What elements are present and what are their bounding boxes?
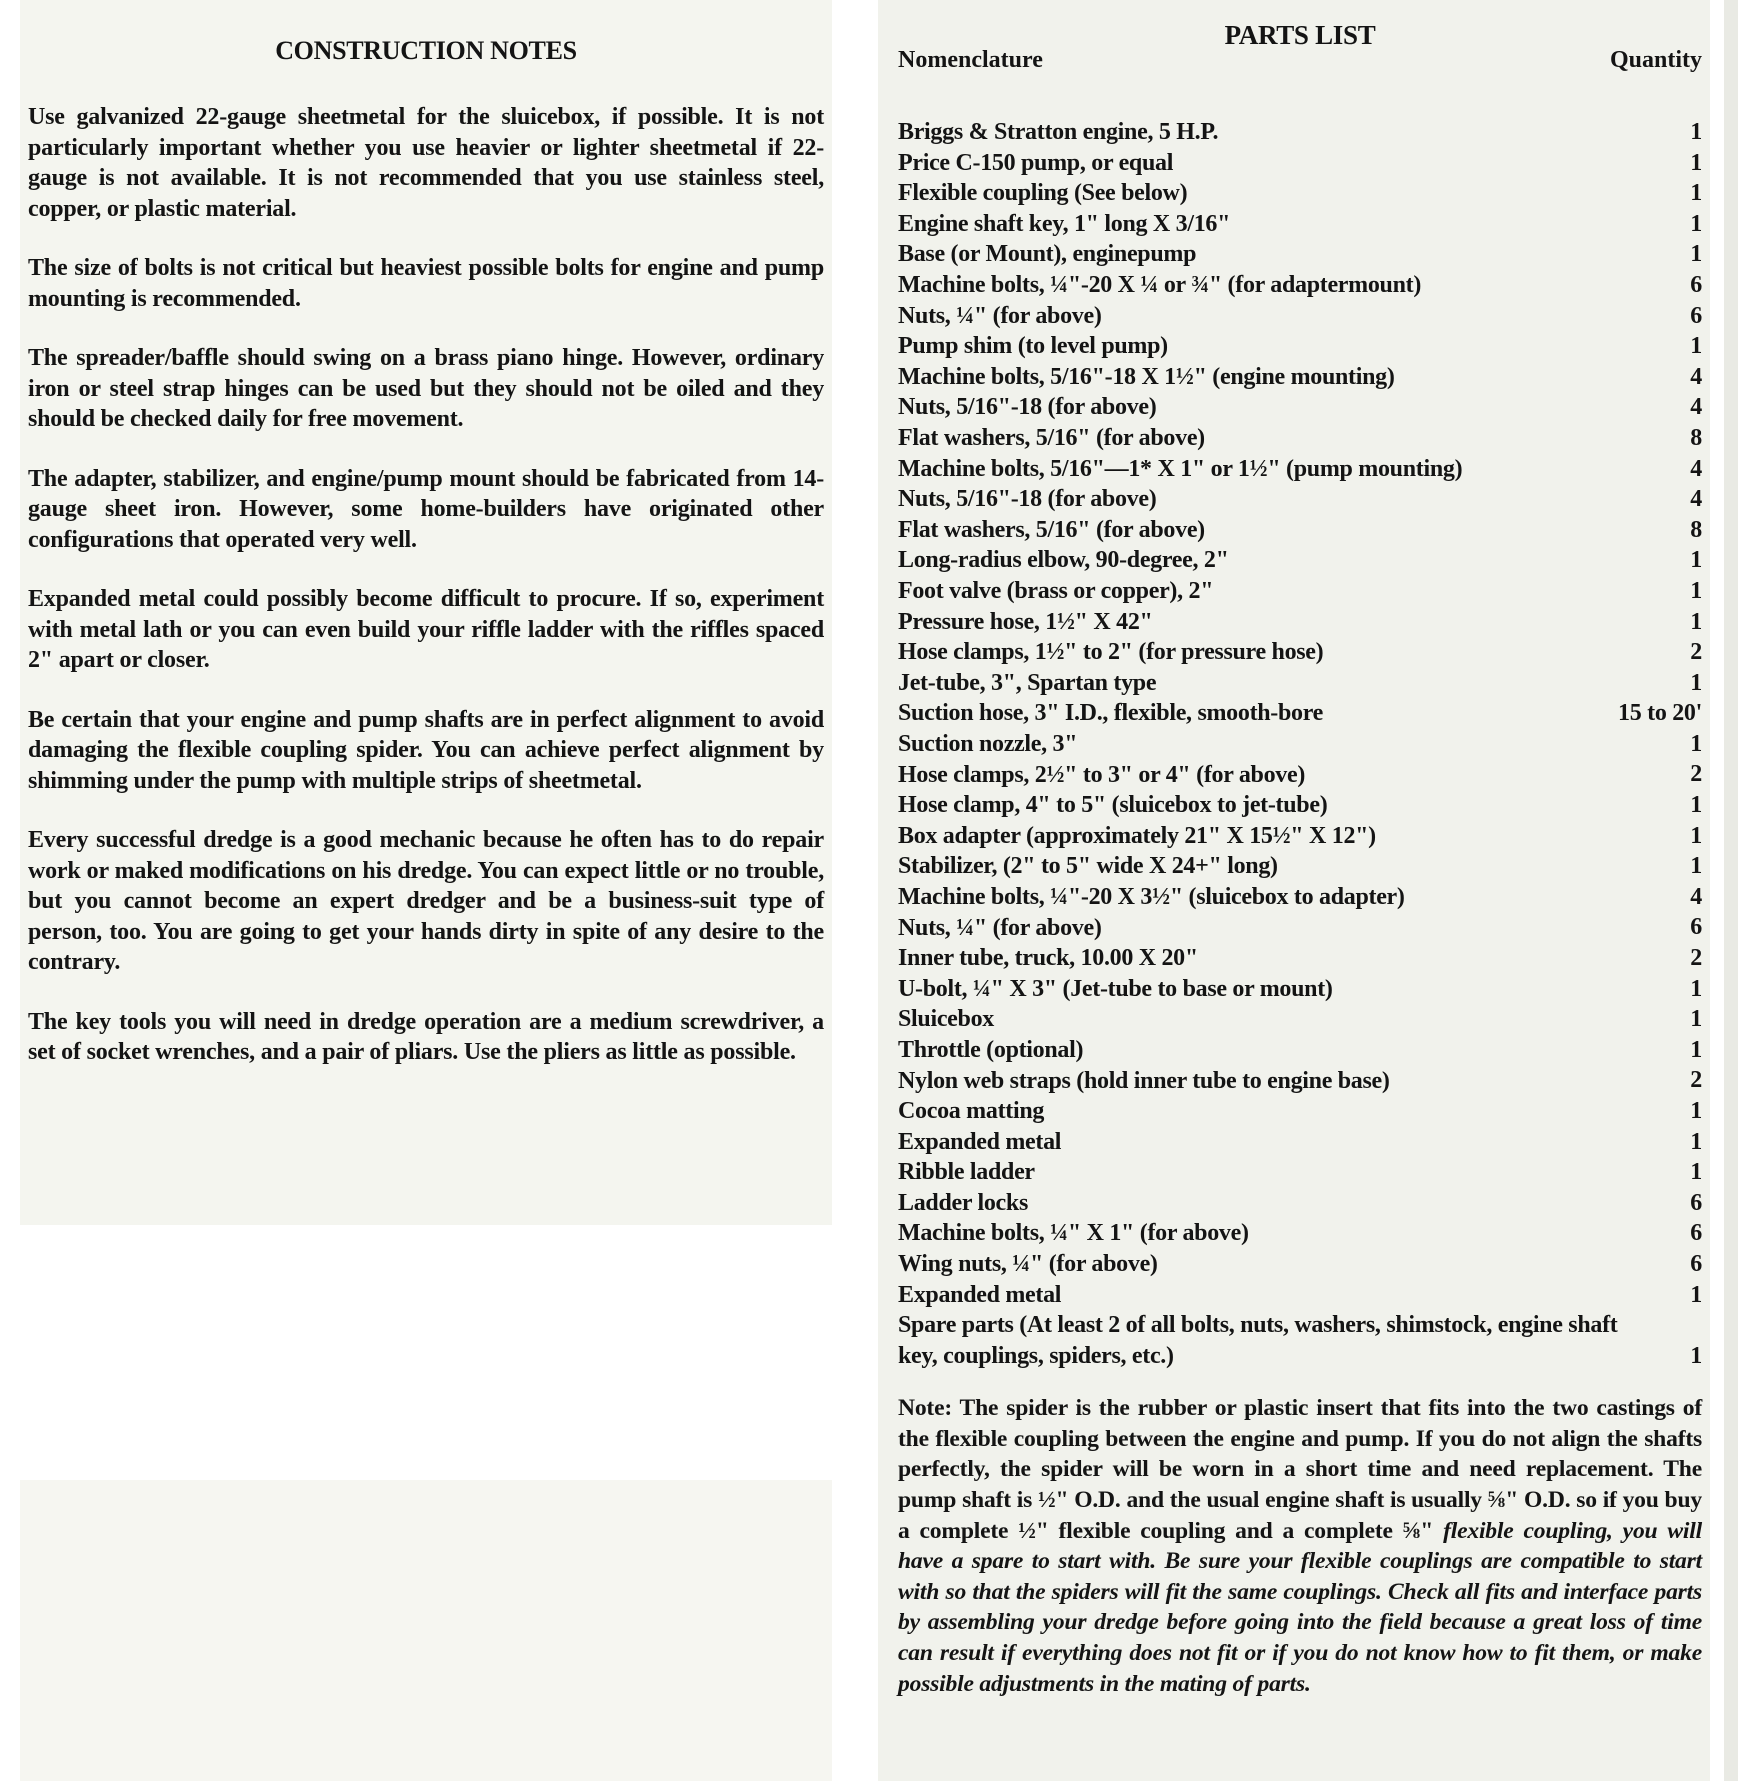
part-name: Machine bolts, 5/16"—1* X 1" or 1½" (pump mounting): [898, 455, 1463, 482]
part-name: Base (or Mount), enginepump: [898, 241, 1197, 268]
parts-list-section: [898, 18, 1702, 1699]
part-row: [898, 1218, 1702, 1249]
part-row: [898, 331, 1702, 362]
part-quantity: 6: [1690, 302, 1702, 329]
part-name: Ladder locks: [898, 1189, 1028, 1216]
part-name: Ribble ladder: [898, 1159, 1035, 1186]
part-quantity: 1: [1690, 333, 1702, 360]
part-name: Expanded metal: [898, 1281, 1062, 1308]
parts-list-title: PARTS LIST: [1224, 20, 1376, 50]
part-row: [898, 178, 1702, 209]
left-lower-page-background: [20, 1480, 832, 1781]
part-name: Nuts, ¼" (for above): [898, 914, 1102, 941]
part-row: [898, 454, 1702, 485]
part-row: [898, 607, 1702, 638]
part-quantity: 1: [1690, 180, 1702, 207]
part-quantity: 1: [1690, 669, 1702, 696]
note-paragraph-alignment: Be certain that your engine and pump shafts are in perfect alignment to avoid damaging the flexible coupling spider. You can achieve perfect alignment by shimming under the pump with multiple strips of sheetmetal.: [28, 706, 824, 794]
part-name: Suction hose, 3" I.D., flexible, smooth-bore: [898, 700, 1324, 727]
part-name: Nuts, 5/16"-18 (for above): [898, 486, 1157, 513]
quantity-column-header: Quantity: [1609, 47, 1702, 73]
part-row: [898, 1004, 1702, 1035]
parts-list-header: [898, 47, 1702, 87]
part-name: Flexible coupling (See below): [898, 180, 1188, 207]
part-row: [898, 117, 1702, 148]
part-row: [898, 943, 1702, 974]
part-row: [898, 1188, 1702, 1219]
part-row: [898, 392, 1702, 423]
part-row: [898, 1249, 1702, 1280]
part-name: Sluicebox: [898, 1006, 994, 1033]
part-row: [898, 637, 1702, 668]
part-quantity: 4: [1690, 363, 1702, 390]
part-name: Inner tube, truck, 10.00 X 20": [898, 945, 1198, 972]
part-quantity: 1: [1690, 119, 1702, 145]
part-quantity: 8: [1690, 516, 1702, 543]
part-quantity: 8: [1690, 424, 1702, 451]
parts-note-italic: flexible coupling, you will have a spare to start with. Be sure your flexible couplings are compatible to start with so that the spiders will fit the same couplings. Check all fits and interface parts by assembling your dredge before going into the field because a great loss of time can result if everything does not fit or if you do not know how to fit them, or make possible adjustments in the mating of parts.: [898, 1517, 1702, 1697]
part-quantity: 4: [1690, 394, 1702, 421]
parts-note-plain: Note: The spider is the rubber or plastic insert that fits into the two castings of the flexible coupling between the engine and pump. If you do not align the shafts perfectly, the spider will be worn in a short time and need replacement. The pump shaft is ½" O.D. and the usual engine shaft is usually ⅝" O.D. so if you buy a complete ½" flexible coupling and a complete ⅝": [898, 1395, 1702, 1544]
part-quantity: 1: [1690, 149, 1702, 176]
part-row: [898, 209, 1702, 240]
part-row: [898, 1096, 1702, 1127]
part-name: Box adapter (approximately 21" X 15½" X 12"): [898, 822, 1376, 849]
part-quantity: 1: [1690, 1006, 1702, 1033]
part-name: Foot valve (brass or copper), 2": [898, 578, 1214, 604]
part-name: Hose clamp, 4" to 5" (sluicebox to jet-tube): [898, 792, 1328, 819]
construction-notes-section: [28, 28, 824, 1097]
part-row: [898, 668, 1702, 699]
part-row: [898, 576, 1702, 607]
part-name: Pressure hose, 1½" X 42": [898, 608, 1153, 635]
part-quantity: 1: [1690, 730, 1702, 757]
part-quantity: 1: [1690, 792, 1702, 819]
part-name: Machine bolts, 5/16"-18 X 1½" (engine mounting): [898, 363, 1395, 390]
part-row: [898, 423, 1702, 454]
part-quantity: 6: [1690, 914, 1702, 941]
part-row: [898, 239, 1702, 270]
part-row: [898, 1035, 1702, 1066]
part-quantity: 2: [1690, 1067, 1702, 1094]
nomenclature-column-header: Nomenclature: [898, 47, 1043, 73]
parts-list: [898, 117, 1702, 1371]
part-name: Suction nozzle, 3": [898, 730, 1078, 757]
part-name: Long-radius elbow, 90-degree, 2": [898, 547, 1229, 574]
part-name: Price C-150 pump, or equal: [898, 149, 1174, 176]
part-quantity: 2: [1690, 639, 1702, 666]
part-row: [898, 148, 1702, 179]
part-quantity: 1: [1690, 210, 1702, 237]
part-quantity: 2: [1690, 945, 1702, 972]
part-name: Throttle (optional): [898, 1036, 1084, 1063]
part-row: [898, 698, 1702, 729]
part-quantity: 1: [1690, 1036, 1702, 1063]
part-quantity: 1: [1690, 1159, 1702, 1186]
part-row: [898, 301, 1702, 332]
part-row: [898, 1280, 1702, 1311]
part-quantity: 6: [1690, 1189, 1702, 1216]
part-name: U-bolt, ¼" X 3" (Jet-tube to base or mount): [898, 975, 1333, 1002]
part-row: [898, 1065, 1702, 1096]
part-name: Machine bolts, ¼"-20 X ¼ or ¾" (for adaptermount): [898, 272, 1422, 299]
part-quantity: 1: [1690, 822, 1702, 849]
part-row: [898, 821, 1702, 852]
part-name: Engine shaft key, 1" long X 3/16": [898, 210, 1231, 237]
part-name: Flat washers, 5/16" (for above): [898, 425, 1205, 452]
part-name: Cocoa matting: [898, 1098, 1045, 1125]
part-row: [898, 1127, 1702, 1158]
part-row: [898, 1157, 1702, 1188]
part-name: Jet-tube, 3", Spartan type: [898, 669, 1157, 696]
part-quantity: 1: [1690, 608, 1702, 635]
part-name: Hose clamps, 1½" to 2" (for pressure hose): [898, 639, 1324, 666]
part-name: Nuts, 5/16"-18 (for above): [898, 394, 1157, 421]
part-quantity: 1: [1690, 241, 1702, 268]
part-row: [898, 974, 1702, 1005]
parts-note: [898, 1393, 1702, 1699]
part-name: Nuts, ¼" (for above): [898, 302, 1102, 329]
part-quantity: 1: [1690, 975, 1702, 1002]
construction-notes-title: CONSTRUCTION NOTES: [275, 36, 577, 65]
part-name: Pump shim (to level pump): [898, 333, 1168, 360]
part-row: [898, 759, 1702, 790]
note-paragraph-adapter: The adapter, stabilizer, and engine/pump mount should be fabricated from 14-gauge sheet iron. However, some home-builders have originated other configurations that operated very well.: [28, 465, 824, 553]
part-name: Spare parts (At least 2 of all bolts, nuts, washers, shimstock, engine shaft key, couplings, spiders, etc.): [898, 1312, 1618, 1369]
part-row: [898, 515, 1702, 546]
part-quantity: 6: [1690, 1220, 1702, 1247]
part-quantity: 1: [1690, 1128, 1702, 1155]
part-name: Machine bolts, ¼" X 1" (for above): [898, 1220, 1249, 1247]
note-paragraph-bolts: The size of bolts is not critical but heaviest possible bolts for engine and pump mounting is recommended.: [28, 255, 824, 312]
note-paragraph-spreader-baffle: The spreader/baffle should swing on a brass piano hinge. However, ordinary iron or steel strap hinges can be used but they should not be oiled and they should be checked daily for free movement.: [28, 345, 824, 432]
part-name: Flat washers, 5/16" (for above): [898, 516, 1205, 543]
part-name: Hose clamps, 2½" to 3" or 4" (for above): [898, 761, 1306, 788]
note-paragraph-mechanic: Every successful dredge is a good mechanic because he often has to do repair work or maked modifications on his dredge. You can expect little or no trouble, but you cannot become an expert dredger and be a business-suit type of person, too. You are going to get your hands dirty in spite of any desire to the contrary.: [28, 827, 824, 975]
part-quantity: 6: [1690, 1250, 1702, 1277]
part-quantity: 2: [1690, 761, 1702, 788]
note-paragraph-expanded-metal: Expanded metal could possibly become difficult to procure. If so, experiment with metal lath or you can even build your riffle ladder with the riffles spaced 2" apart or closer.: [28, 586, 824, 673]
part-row: [898, 729, 1702, 760]
part-row: [898, 484, 1702, 515]
part-quantity: 1: [1690, 577, 1702, 604]
part-row: [898, 545, 1702, 576]
part-quantity: 6: [1690, 271, 1702, 298]
note-paragraph-key-tools: The key tools you will need in dredge operation are a medium screwdriver, a set of socket wrenches, and a pair of pliars. Use the pliers as little as possible.: [28, 1008, 824, 1065]
note-paragraph-sheetmetal: Use galvanized 22-gauge sheetmetal for the sluicebox, if possible. It is not particularly important whether you use heavier or lighter sheetmetal if 22-gauge is not available. It is not recommended that you use stainless steel, copper, or plastic material.: [28, 104, 824, 222]
part-quantity: 1: [1690, 1342, 1702, 1369]
part-name: Nylon web straps (hold inner tube to engine base): [898, 1067, 1390, 1094]
part-name: Wing nuts, ¼" (for above): [898, 1251, 1158, 1278]
part-name: Briggs & Stratton engine, 5 H.P.: [898, 119, 1219, 146]
part-row: [898, 1310, 1702, 1371]
part-name: Stabilizer, (2" to 5" wide X 24+" long): [898, 853, 1278, 880]
part-row: [898, 790, 1702, 821]
part-row: [898, 882, 1702, 913]
part-name: Machine bolts, ¼"-20 X 3½" (sluicebox to adapter): [898, 883, 1405, 910]
part-quantity: 1: [1690, 1281, 1702, 1308]
part-quantity: 4: [1690, 883, 1702, 910]
part-quantity: 4: [1690, 486, 1702, 513]
part-row: [898, 362, 1702, 393]
page-edge-strip: [1724, 0, 1738, 1781]
part-quantity: 15 to 20': [1618, 700, 1702, 727]
part-quantity: 1: [1690, 853, 1702, 880]
part-name: Expanded metal: [898, 1128, 1062, 1155]
part-quantity: 4: [1690, 455, 1702, 482]
part-row: [898, 270, 1702, 301]
part-row: [898, 912, 1702, 943]
part-quantity: 1: [1690, 1098, 1702, 1124]
part-quantity: 1: [1690, 547, 1702, 574]
part-row: [898, 851, 1702, 882]
